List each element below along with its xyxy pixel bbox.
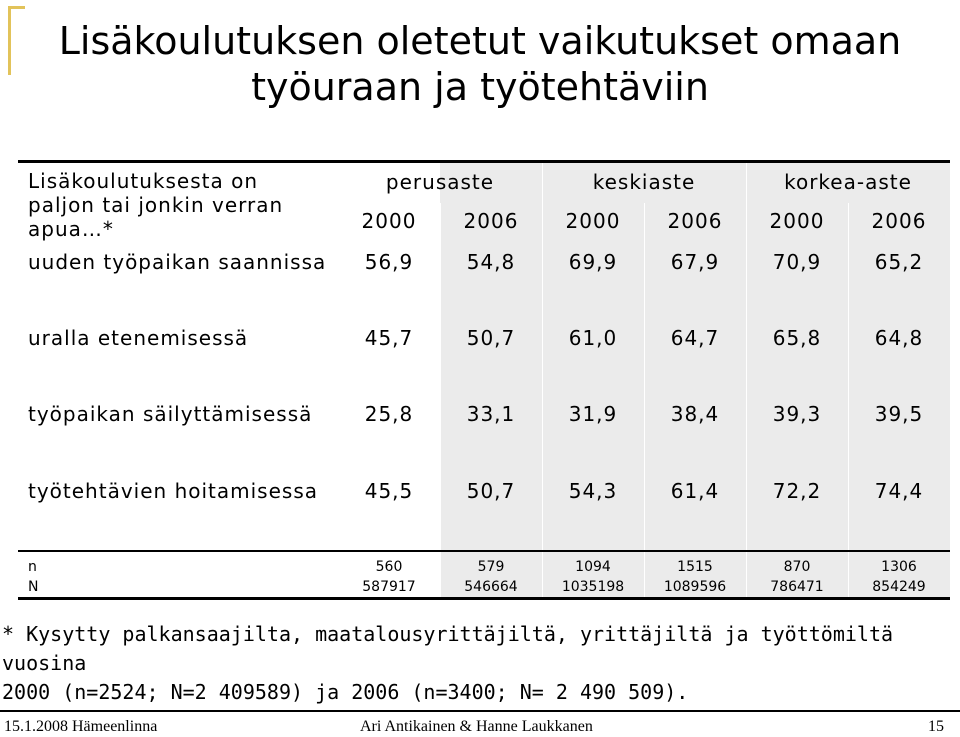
- N-value: 587917: [362, 579, 416, 595]
- n-value: 870: [783, 559, 811, 575]
- title-line-1: Lisäkoulutuksen oletetut vaikutukset omaan: [58, 19, 902, 63]
- page-number: 15: [928, 718, 944, 735]
- corner-label-line: Lisäkoulutuksesta on: [28, 169, 258, 193]
- table-cell: 67,9: [670, 250, 720, 274]
- year-header: 2000: [361, 209, 417, 233]
- table-cell: 70,9: [772, 250, 822, 274]
- table-cell: 61,4: [670, 479, 720, 503]
- footer-authors: Ari Antikainen & Hanne Laukkanen: [360, 718, 593, 735]
- table-cell: 65,2: [874, 250, 924, 274]
- table-cell: 61,0: [568, 326, 618, 350]
- group-header-perusaste: perusaste: [385, 170, 495, 194]
- corner-label: [28, 169, 283, 241]
- N-value: 1089596: [663, 579, 727, 595]
- table-cell: 72,2: [772, 479, 822, 503]
- title-line-2: työuraan ja työtehtäviin: [251, 65, 709, 109]
- table-rule: [18, 550, 950, 552]
- n-value: 1515: [677, 559, 713, 575]
- row-label: työpaikan säilyttämisessä: [28, 402, 313, 426]
- n-value: 1094: [575, 559, 611, 575]
- table-cell: 54,8: [466, 250, 516, 274]
- N-value: 786471: [770, 579, 824, 595]
- N-value: 854249: [872, 579, 926, 595]
- sample-size-cell: [644, 557, 746, 597]
- N-value: 1035198: [561, 579, 625, 595]
- sample-size-cell: [542, 557, 644, 597]
- table-cell: 50,7: [466, 326, 516, 350]
- footer-date-place: 15.1.2008 Hämeenlinna: [4, 718, 158, 735]
- year-header: 2006: [463, 209, 519, 233]
- row-label: uuden työpaikan saannissa: [28, 250, 327, 274]
- table-cell: 74,4: [874, 479, 924, 503]
- table-cell: 31,9: [568, 402, 618, 426]
- sample-size-cell: [746, 557, 848, 597]
- sample-size-cell: [338, 557, 440, 597]
- n-value: 560: [375, 559, 403, 575]
- table-cell: 25,8: [364, 402, 414, 426]
- group-header-korkea-aste: korkea-aste: [784, 170, 912, 194]
- table-cell: 39,5: [874, 402, 924, 426]
- table-cell: 64,8: [874, 326, 924, 350]
- corner-label-line: apua…*: [28, 217, 114, 241]
- N-value: 546664: [464, 579, 518, 595]
- footnote-line: * Kysytty palkansaajilta, maatalousyrittäjiltä, yrittäjiltä ja työttömiltä vuosina: [2, 622, 894, 675]
- table-cell: 64,7: [670, 326, 720, 350]
- table-cell: 38,4: [670, 402, 720, 426]
- n-value: 1306: [881, 559, 917, 575]
- row-label: uralla etenemisessä: [28, 326, 249, 350]
- group-header-keskiaste: keskiaste: [592, 170, 696, 194]
- year-header: 2000: [565, 209, 621, 233]
- n-N-labels: [28, 557, 38, 597]
- year-header: 2006: [871, 209, 927, 233]
- table-cell: 33,1: [466, 402, 516, 426]
- table-cell: 45,7: [364, 326, 414, 350]
- sample-size-cell: [440, 557, 542, 597]
- table-bottom-rule: [18, 597, 950, 600]
- table-cell: 45,5: [364, 479, 414, 503]
- table-cell: 65,8: [772, 326, 822, 350]
- row-label: työtehtävien hoitamisessa: [28, 479, 318, 503]
- N-label: N: [28, 579, 39, 595]
- year-header: 2000: [769, 209, 825, 233]
- corner-label-line: paljon tai jonkin verran: [28, 193, 284, 217]
- table-cell: 54,3: [568, 479, 618, 503]
- sample-size-cell: [848, 557, 950, 597]
- table-cell: 39,3: [772, 402, 822, 426]
- footnote: [2, 620, 952, 707]
- year-header: 2006: [667, 209, 723, 233]
- footnote-line: 2000 (n=2524; N=2 409589) ja 2006 (n=3400; N= 2 490 509).: [2, 680, 689, 704]
- table-cell: 56,9: [364, 250, 414, 274]
- table-cell: 50,7: [466, 479, 516, 503]
- table-cell: 69,9: [568, 250, 618, 274]
- n-label: n: [28, 559, 37, 575]
- n-value: 579: [477, 559, 505, 575]
- slide-title: [0, 18, 960, 110]
- footer-rule: [0, 710, 960, 712]
